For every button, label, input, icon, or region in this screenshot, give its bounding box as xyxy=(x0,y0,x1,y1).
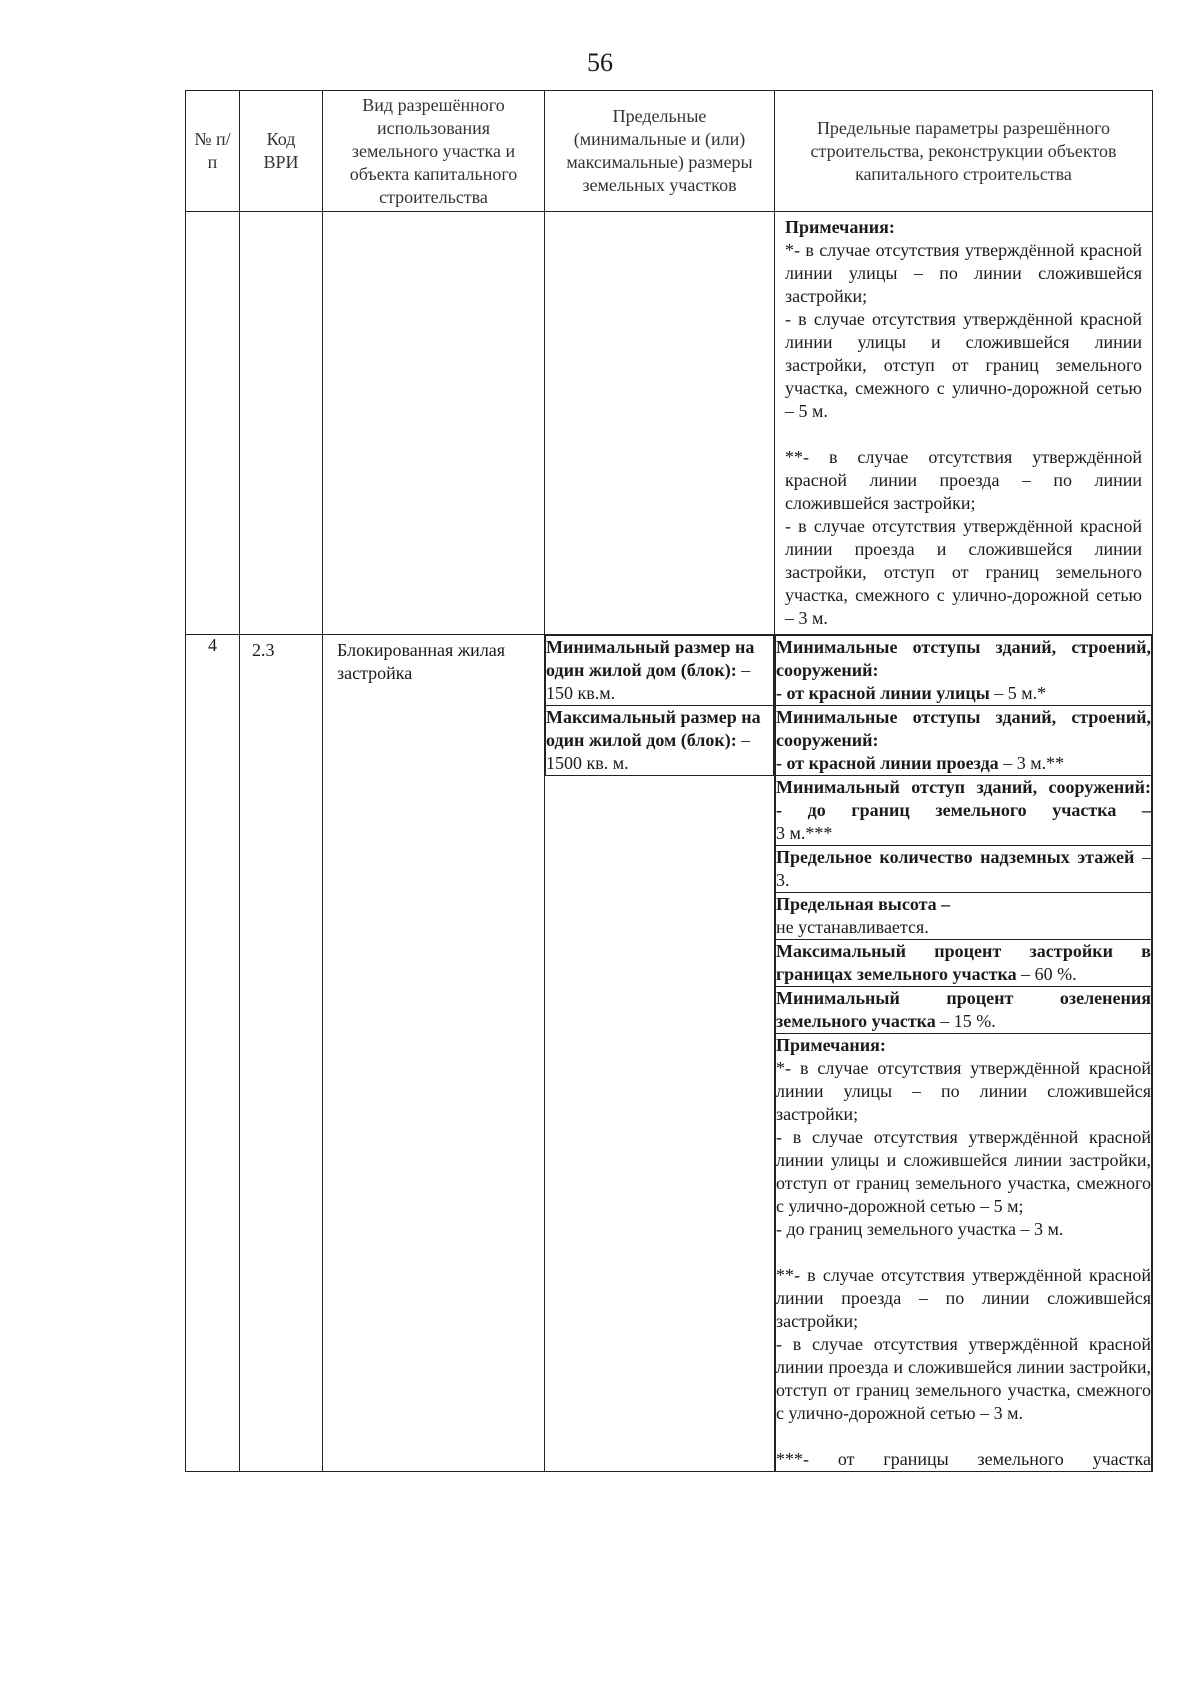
max-size-label: Максимальный размер на один жилой дом (блок): xyxy=(546,707,761,750)
regulations-table xyxy=(185,90,1153,1472)
param-min-greening: Минимальный процент озеленения земельного участка – 15 %. xyxy=(776,987,1152,1034)
header-use-kind: Вид разрешённого использования земельного участка и объекта капитального строительства xyxy=(323,91,545,212)
header-num: № п/п xyxy=(186,91,240,212)
param-max-coverage: Максимальный процент застройки в границах земельного участка – 60 %. xyxy=(776,940,1152,987)
size-limits xyxy=(545,635,774,776)
notes-block-previous xyxy=(775,212,1152,632)
param-setback-street: Минимальные отступы зданий, строений, сооружений: - от красной линии улицы – 5 м.* xyxy=(776,636,1152,706)
table-row-continued xyxy=(186,212,1153,635)
header-sizes: Предельные (минимальные и (или) максимальные) размеры земельных участков xyxy=(545,91,775,212)
note-item: *- в случае отсутствия утверждённой красной линии улицы – по линии сложившейся застройки; xyxy=(785,240,1142,306)
header-params: Предельные параметры разрешённого строительства, реконструкции объектов капитального строительства xyxy=(775,91,1153,212)
max-size-cell xyxy=(546,706,774,776)
note-item: *- в случае отсутствия утверждённой красной линии улицы – по линии сложившейся застройки; xyxy=(776,1058,1151,1124)
param-floors: Предельное количество надземных этажей – 3. xyxy=(776,846,1152,893)
table-header-row xyxy=(186,91,1153,212)
note-item: - в случае отсутствия утверждённой красной линии проезда и сложившейся линии застройки, отступ от границ земельного участка, смежного с улично-дорожной сетью – 3 м. xyxy=(776,1334,1151,1423)
header-code: Код ВРИ xyxy=(240,91,323,212)
note-item: - в случае отсутствия утверждённой красной линии улицы и сложившейся линии застройки, отступ от границ земельного участка, смежного с улично-дорожной сетью – 5 м; xyxy=(776,1127,1151,1216)
notes-title: Примечания: xyxy=(776,1035,886,1055)
min-size-label: Минимальный размер на один жилой дом (блок): xyxy=(546,637,755,680)
note-spacer xyxy=(776,1241,1151,1264)
min-size-cell xyxy=(546,636,774,706)
note-item: ***- от границы земельного участка xyxy=(776,1449,1151,1469)
note-item: - в случае отсутствия утверждённой красной линии проезда и сложившейся линии застройки, отступ от границ земельного участка, смежного с улично-дорожной сетью – 3 м. xyxy=(785,516,1142,628)
param-setback-boundary: Минимальный отступ зданий, сооружений: - до границ земельного участка – 3 м.*** xyxy=(776,776,1152,846)
note-item: **- в случае отсутствия утверждённой красной линии проезда – по линии сложившейся застройки; xyxy=(776,1265,1151,1331)
note-item: - в случае отсутствия утверждённой красной линии улицы и сложившейся линии застройки, отступ от границ земельного участка, смежного с улично-дорожной сетью – 5 м. xyxy=(785,309,1142,421)
row-code: 2.3 xyxy=(240,635,323,1472)
note-spacer xyxy=(785,423,1142,446)
note-item: **- в случае отсутствия утверждённой красной линии проезда – по линии сложившейся застройки; xyxy=(785,447,1142,513)
construction-params xyxy=(775,635,1152,1471)
table-row-4 xyxy=(186,635,1153,1472)
notes-title: Примечания: xyxy=(785,217,895,237)
note-spacer xyxy=(776,1425,1151,1448)
notes-block xyxy=(776,1034,1152,1472)
row-number: 4 xyxy=(186,635,240,1472)
param-height: Предельная высота – не устанавливается. xyxy=(776,893,1152,940)
row-use-kind: Блокированная жилая застройка xyxy=(323,635,545,1472)
note-item: - до границ земельного участка – 3 м. xyxy=(776,1219,1064,1239)
min-size-value: –150 кв.м. xyxy=(546,660,751,703)
max-size-value: – 1500 кв. м. xyxy=(546,730,751,773)
param-setback-driveway: Минимальные отступы зданий, строений, сооружений: - от красной линии проезда – 3 м.** xyxy=(776,706,1152,776)
page-number: 56 xyxy=(587,48,613,77)
